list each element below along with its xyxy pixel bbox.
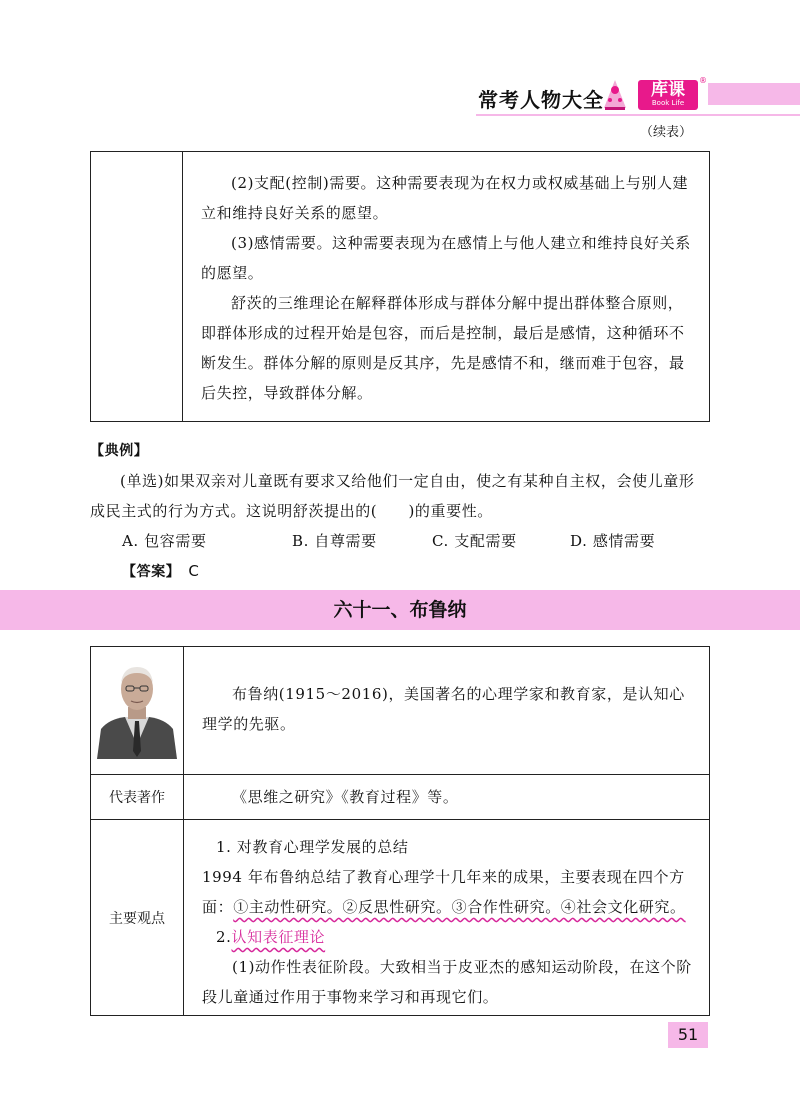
page-header (0, 78, 800, 118)
page-number: 51 (668, 1022, 708, 1048)
section-title: 六十一、布鲁纳 (0, 590, 800, 630)
works-cell (184, 775, 710, 820)
answer-line (90, 556, 710, 587)
views-item2-heading (202, 922, 693, 952)
option-c: C. 支配需要 (432, 532, 517, 550)
paragraph: (2)支配(控制)需要。这种需要表现为在权力或权威基础上与别人建立和维持良好关系的愿望。 (201, 174, 689, 222)
views-item1-text-marked: ①主动性研究。②反思性研究。③合作性研究。④社会文化研究。 (233, 898, 686, 916)
views-item1-text (202, 862, 693, 922)
table-row (91, 647, 710, 775)
mascot-icon (600, 78, 630, 112)
profile-table (90, 646, 710, 1016)
header-rule (476, 114, 800, 116)
paragraph: (3)感情需要。这种需要表现为在感情上与他人建立和维持良好关系的愿望。 (201, 234, 691, 282)
photo-cell (91, 647, 184, 775)
logo-subtext: Book Life (651, 99, 685, 107)
works-label: 代表著作 (91, 775, 184, 820)
views-item2-text: (1)动作性表征阶段。大致相当于皮亚杰的感知运动阶段，在这个阶段儿童通过作用于事物来学习和再现它们。 (202, 958, 692, 1006)
views-label: 主要观点 (91, 820, 184, 1016)
views-cell (184, 820, 710, 1016)
header-tab (708, 83, 800, 105)
continued-label: （续表） (640, 125, 693, 140)
header-title: 常考人物大全 (478, 88, 604, 112)
table-row (91, 775, 710, 820)
views-item1-text-plain: 1994 年布鲁纳总结了教育心理学十几年来的成果，主要表现在四个方面： (202, 868, 685, 916)
answer-value: C (188, 562, 200, 580)
logo-text: 库课 (651, 80, 685, 100)
views-item1-title: 1. 对教育心理学发展的总结 (216, 838, 409, 856)
intro-cell (184, 647, 710, 775)
portrait-photo (95, 657, 179, 759)
paragraph: 舒茨的三维理论在解释群体形成与群体分解中提出群体整合原则，即群体形成的过程开始是包容，而后是控制，最后是感情，这种循环不断发生。群体分解的原则是反其序，先是感情不和，继而难于包容，最后失控，导致群体分解。 (201, 294, 685, 402)
example-question: (单选)如果双亲对儿童既有要求又给他们一定自由，使之有某种自主权，会使儿童形成民主式的行为方式。这说明舒茨提出的( )的重要性。 (90, 472, 695, 520)
option-a: A. 包容需要 (122, 532, 207, 550)
answer-heading: 【答案】 (122, 564, 181, 580)
works-text: 《思维之研究》《教育过程》等。 (232, 788, 459, 806)
registered-mark: ® (699, 76, 707, 85)
option-b: B. 自尊需要 (292, 532, 377, 550)
example-block (90, 436, 710, 587)
table-row (91, 820, 710, 1016)
example-heading: 【典例】 (90, 443, 149, 459)
content-cell (183, 152, 710, 422)
option-d: D. 感情需要 (570, 532, 656, 550)
empty-label-cell (91, 152, 183, 422)
brand-logo (638, 80, 698, 110)
views-item2-title: 认知表征理论 (231, 928, 326, 946)
option-list (90, 526, 710, 556)
intro-text: 布鲁纳(1915～2016)，美国著名的心理学家和教育家，是认知心理学的先驱。 (202, 685, 685, 733)
continued-table (90, 151, 710, 422)
views-item2-number: 2. (216, 928, 232, 946)
